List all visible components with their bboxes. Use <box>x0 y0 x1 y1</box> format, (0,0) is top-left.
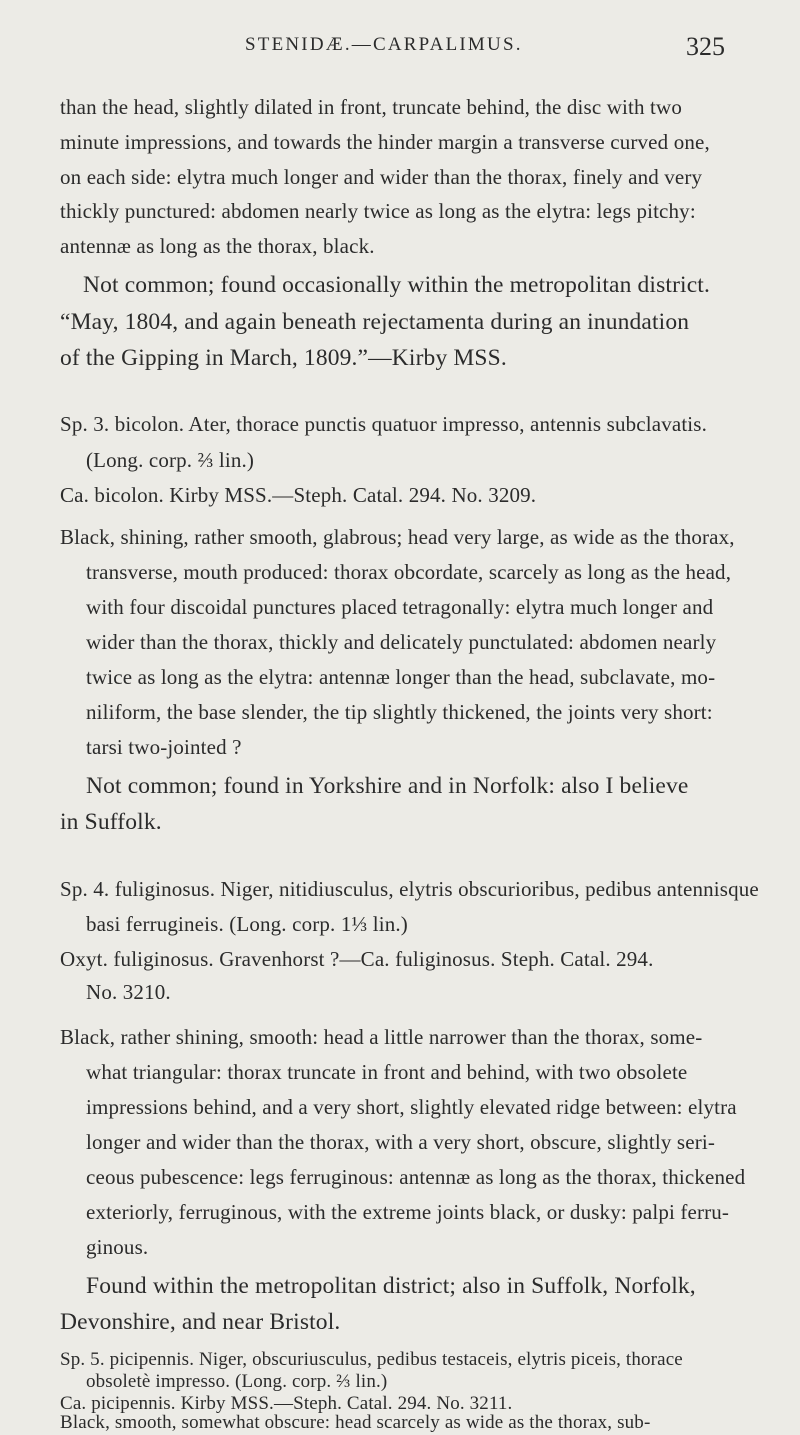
text-line: longer and wider than the thorax, with a very short, obscure, slightly seri- <box>86 1130 715 1154</box>
text-line: ceous pubescence: legs ferruginous: antennæ as long as the thorax, thickened <box>86 1165 746 1189</box>
text-line: Black, shining, rather smooth, glabrous; head very large, as wide as the thorax, <box>60 525 735 549</box>
text-line: “May, 1804, and again beneath rejectamenta during an inundation <box>60 309 690 335</box>
text-line: Ca. bicolon. Kirby MSS.—Steph. Catal. 294. No. 3209. <box>60 483 537 507</box>
text-line: Devonshire, and near Bristol. <box>60 1309 341 1335</box>
page-header <box>0 32 800 72</box>
text-line: transverse, mouth produced: thorax obcordate, scarcely as long as the head, <box>86 560 732 584</box>
text-line: niliform, the base slender, the tip slightly thickened, the joints very short: <box>86 700 713 724</box>
species-heading: Sp. 3. bicolon. Ater, thorace punctis quatuor impresso, antennis subclavatis. <box>60 412 708 436</box>
text-line: wider than the thorax, thickly and delicately punctulated: abdomen nearly <box>86 630 717 654</box>
text-line: on each side: elytra much longer and wider than the thorax, finely and very <box>60 165 703 189</box>
text-line: what triangular: thorax truncate in front and behind, with two obsolete <box>86 1060 688 1084</box>
text-line: tarsi two-jointed ? <box>86 735 242 759</box>
page-number: 325 <box>686 32 725 61</box>
text-line: twice as long as the elytra: antennæ longer than the head, subclavate, mo- <box>86 665 716 689</box>
text-line: No. 3210. <box>86 980 171 1004</box>
text-line: basi ferrugineis. (Long. corp. 1⅓ lin.) <box>86 912 408 936</box>
text-line: with four discoidal punctures placed tetragonally: elytra much longer and <box>86 595 714 619</box>
text-line: (Long. corp. ⅔ lin.) <box>86 448 255 472</box>
text-line: Oxyt. fuliginosus. Gravenhorst ?—Ca. fuliginosus. Steph. Catal. 294. <box>60 947 654 971</box>
species-heading: Sp. 4. fuliginosus. Niger, nitidiusculus, elytris obscurioribus, pedibus antennisque <box>60 877 759 901</box>
text-line: Not common; found in Yorkshire and in Norfolk: also I believe <box>86 773 689 799</box>
text-line: antennæ as long as the thorax, black. <box>60 234 375 258</box>
running-head: STENIDÆ.—CARPALIMUS. <box>245 34 523 55</box>
text-line: Black, rather shining, smooth: head a little narrower than the thorax, some- <box>60 1025 703 1049</box>
text-line: minute impressions, and towards the hinder margin a transverse curved one, <box>60 130 710 154</box>
text-line: obsoletè impresso. (Long. corp. ⅔ lin.) <box>86 1371 388 1392</box>
text-line: Found within the metropolitan district; also in Suffolk, Norfolk, <box>86 1273 696 1299</box>
text-line: of the Gipping in March, 1809.”—Kirby MSS. <box>60 345 507 371</box>
text-line: exteriorly, ferruginous, with the extreme joints black, or dusky: palpi ferru- <box>86 1200 730 1224</box>
text-line: in Suffolk. <box>60 809 162 835</box>
text-line: Black, smooth, somewhat obscure: head scarcely as wide as the thorax, sub- <box>60 1412 651 1433</box>
text-line: thickly punctured: abdomen nearly twice as long as the elytra: legs pitchy: <box>60 199 696 223</box>
text-line: impressions behind, and a very short, slightly elevated ridge between: elytra <box>86 1095 737 1119</box>
text-line: than the head, slightly dilated in front, truncate behind, the disc with two <box>60 95 683 119</box>
text-line: ginous. <box>86 1235 149 1259</box>
species-heading: Sp. 5. picipennis. Niger, obscuriusculus, pedibus testaceis, elytris piceis, thorace <box>60 1349 683 1370</box>
text-line: Not common; found occasionally within the metropolitan district. <box>83 272 711 298</box>
text-line: Ca. picipennis. Kirby MSS.—Steph. Catal. 294. No. 3211. <box>60 1393 513 1414</box>
